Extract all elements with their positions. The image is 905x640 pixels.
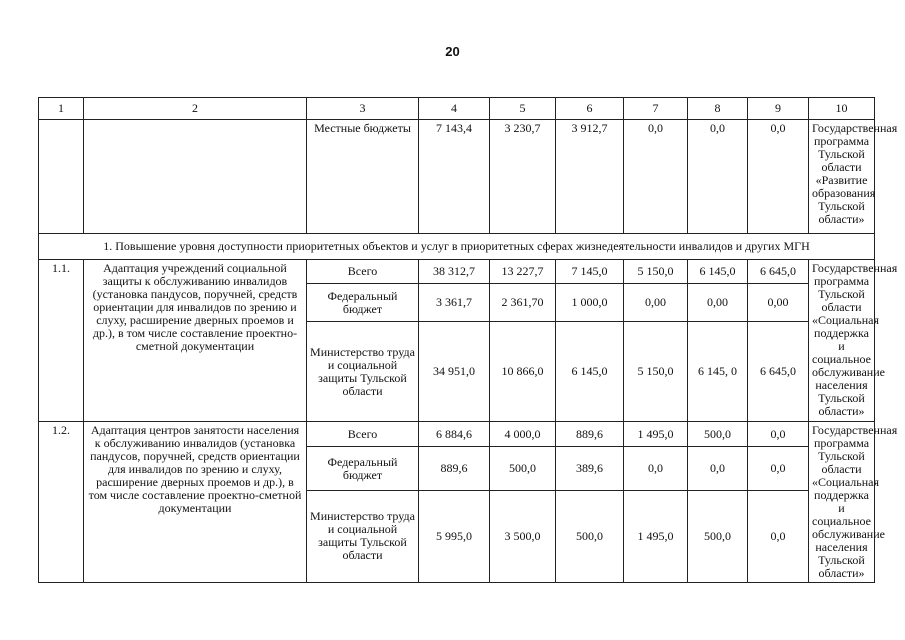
value-cell: 6 645,0 [748, 322, 809, 422]
value-cell: 500,0 [490, 447, 556, 491]
budget-table [38, 97, 898, 583]
value-cell: 2 361,70 [490, 284, 556, 322]
value-cell: 0,0 [624, 120, 688, 234]
value-cell: 3 912,7 [556, 120, 624, 234]
header-cell: 7 [624, 98, 688, 120]
value-cell: 0,00 [748, 284, 809, 322]
program-cell: Государственная программа Тульской области «Социальная поддержка и социальное обслуживание населения Тульской области» [809, 260, 875, 422]
item-number: 1.2. [39, 422, 84, 583]
value-cell: 6 884,6 [419, 422, 490, 447]
item-number: 1.1. [39, 260, 84, 422]
value-cell: 889,6 [556, 422, 624, 447]
program-cell: Государственная программа Тульской области «Социальная поддержка и социальное обслуживание населения Тульской области» [809, 422, 875, 583]
value-cell: 500,0 [688, 422, 748, 447]
header-cell: 5 [490, 98, 556, 120]
value-cell: 5 995,0 [419, 490, 490, 582]
value-cell: 0,0 [624, 447, 688, 491]
value-cell: 0,0 [688, 120, 748, 234]
table-row [39, 260, 875, 284]
value-cell: 3 361,7 [419, 284, 490, 322]
value-cell: 0,00 [624, 284, 688, 322]
item-title: Адаптация учреждений социальной защиты к обслуживанию инвалидов (установка пандусов, поручней, средств ориентации для инвалидов по зрению и слуху, расширение дверных проемов и др.), в том числе составление проектно-сметной документации [84, 260, 307, 422]
empty-cell [39, 120, 84, 234]
value-cell: 6 145,0 [688, 260, 748, 284]
table-row [39, 120, 875, 234]
source-cell: Федеральный бюджет [307, 447, 419, 491]
source-cell: Всего [307, 422, 419, 447]
page-number: 20 [445, 44, 460, 59]
header-row [39, 98, 875, 120]
header-cell: 6 [556, 98, 624, 120]
value-cell: 1 495,0 [624, 422, 688, 447]
source-cell: Местные бюджеты [307, 120, 419, 234]
header-cell: 1 [39, 98, 84, 120]
program-cell: Государственная программа Тульской области «Развитие образования Тульской области» [809, 120, 875, 234]
value-cell: 7 145,0 [556, 260, 624, 284]
header-cell: 9 [748, 98, 809, 120]
header-cell: 4 [419, 98, 490, 120]
value-cell: 6 145,0 [556, 322, 624, 422]
header-cell: 10 [809, 98, 875, 120]
header-cell: 8 [688, 98, 748, 120]
value-cell: 500,0 [556, 490, 624, 582]
value-cell: 0,0 [748, 120, 809, 234]
value-cell: 500,0 [688, 490, 748, 582]
empty-cell [84, 120, 307, 234]
value-cell: 389,6 [556, 447, 624, 491]
value-cell: 6 645,0 [748, 260, 809, 284]
source-cell: Федеральный бюджет [307, 284, 419, 322]
value-cell: 4 000,0 [490, 422, 556, 447]
value-cell: 13 227,7 [490, 260, 556, 284]
value-cell: 3 230,7 [490, 120, 556, 234]
source-cell: Министерство труда и социальной защиты Тульской области [307, 322, 419, 422]
value-cell: 0,0 [748, 447, 809, 491]
value-cell: 6 145, 0 [688, 322, 748, 422]
value-cell: 34 951,0 [419, 322, 490, 422]
value-cell: 889,6 [419, 447, 490, 491]
source-cell: Министерство труда и социальной защиты Тульской области [307, 490, 419, 582]
value-cell: 0,0 [748, 490, 809, 582]
source-cell: Всего [307, 260, 419, 284]
value-cell: 0,0 [688, 447, 748, 491]
value-cell: 3 500,0 [490, 490, 556, 582]
value-cell: 1 495,0 [624, 490, 688, 582]
value-cell: 5 150,0 [624, 322, 688, 422]
header-cell: 3 [307, 98, 419, 120]
value-cell: 0,0 [748, 422, 809, 447]
value-cell: 7 143,4 [419, 120, 490, 234]
item-title: Адаптация центров занятости населения к обслуживанию инвалидов (установка пандусов, поручней, средств ориентации для инвалидов по зрению и слуху, расширение дверных проемов и др.), в том числе составление проектно-сметной документации [84, 422, 307, 583]
table-row [39, 422, 875, 447]
value-cell: 1 000,0 [556, 284, 624, 322]
value-cell: 0,00 [688, 284, 748, 322]
value-cell: 5 150,0 [624, 260, 688, 284]
section-row [39, 234, 875, 260]
section-title: 1. Повышение уровня доступности приоритетных объектов и услуг в приоритетных сферах жизнедеятельности инвалидов и других МГН [39, 234, 875, 260]
value-cell: 38 312,7 [419, 260, 490, 284]
value-cell: 10 866,0 [490, 322, 556, 422]
header-cell: 2 [84, 98, 307, 120]
